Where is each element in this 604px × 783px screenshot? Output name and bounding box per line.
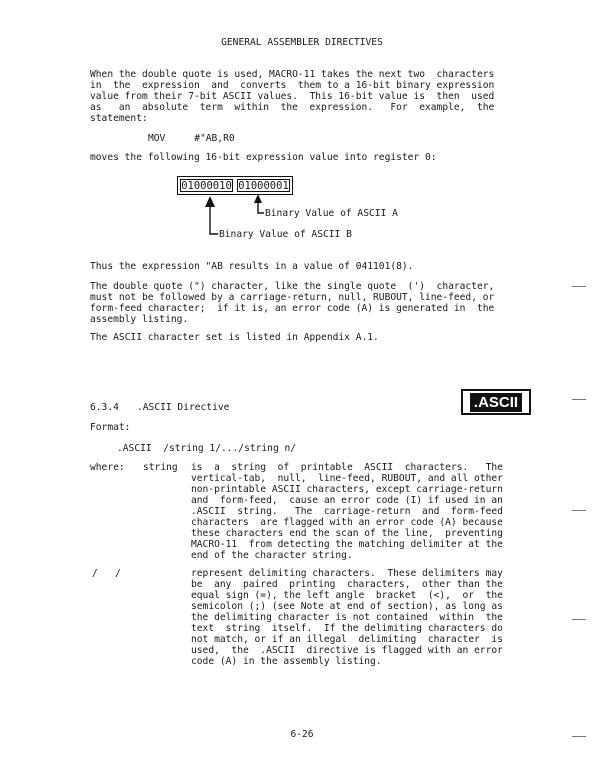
register-high-byte: 01000010 xyxy=(181,179,232,192)
example-code: MOV #"AB,R0 xyxy=(148,133,235,144)
definition-line: characters are flagged with an error code (A) because xyxy=(191,517,503,528)
double-quote-line: form-feed character; if it is, an error code (A) is generated in the xyxy=(90,303,495,314)
definition-line: not match, or if an illegal delimiting character is xyxy=(191,634,503,645)
definition-line: semicolon (;) (see Note at end of section), as long as xyxy=(191,601,503,612)
definition-line: end of the character string. xyxy=(191,550,353,561)
where-label: where: xyxy=(90,462,125,473)
double-quote-line: The double quote (") character, like the single quote (') character, xyxy=(90,281,495,292)
label-ascii-b: Binary Value of ASCII B xyxy=(219,229,352,240)
page-number: 6-26 xyxy=(290,729,314,740)
intro-line: statement: xyxy=(90,113,148,124)
section-number: 6.3.4 xyxy=(90,402,119,413)
page-header-title: GENERAL ASSEMBLER DIRECTIVES xyxy=(221,37,383,48)
intro-line: as an absolute term within the expression. For example, the xyxy=(90,102,495,113)
double-quote-line: must not be followed by a carriage-return, null, RUBOUT, line-feed, or xyxy=(90,292,495,303)
definition-line: text string itself. If the delimiting characters do xyxy=(191,623,503,634)
intro-line: value from their 7-bit ASCII values. This 16-bit value is then used xyxy=(90,91,495,102)
label-ascii-a: Binary Value of ASCII A xyxy=(265,208,398,219)
arrow-head-a xyxy=(254,194,262,203)
definition-line: .ASCII string. The carriage-return and form-feed xyxy=(191,506,503,517)
register-low-byte: 01000001 xyxy=(238,179,289,192)
definition-line: is a string of printable ASCII characters. The xyxy=(191,462,503,473)
section-title: .ASCII Directive xyxy=(137,402,230,413)
where-term-string: string xyxy=(143,462,178,473)
charset-line: The ASCII character set is listed in Appendix A.1. xyxy=(90,332,379,343)
definition-line: MACRO-11 from detecting the matching delimiter at the xyxy=(191,539,503,550)
definition-line: vertical-tab, null, line-feed, RUBOUT, and all other xyxy=(191,473,503,484)
thus-line: Thus the expression "AB results in a value of 041101(8). xyxy=(90,261,414,272)
definition-line: non-printable ASCII characters, except carriage-return xyxy=(191,484,503,495)
ascii-side-tab-label: .ASCII xyxy=(470,393,522,412)
definition-line: equal sign (=), the left angle bracket (<), or the xyxy=(191,590,503,601)
arrow-line-b xyxy=(210,207,218,234)
definition-line: these characters end the scan of the line, preventing xyxy=(191,528,503,539)
moves-line: moves the following 16-bit expression value into register 0: xyxy=(90,152,437,163)
format-syntax: .ASCII /string 1/.../string n/ xyxy=(117,443,297,454)
double-quote-line: assembly listing. xyxy=(90,314,189,325)
definition-line: used, the .ASCII directive is flagged with an error xyxy=(191,645,503,656)
intro-line: in the expression and converts them to a 16-bit binary expression xyxy=(90,80,495,91)
where-term-delimiters: / / xyxy=(92,568,121,579)
margin-tick xyxy=(572,286,586,287)
margin-tick xyxy=(572,619,586,620)
definition-line: and form-feed, cause an error code (I) if used in an xyxy=(191,495,503,506)
intro-line: When the double quote is used, MACRO-11 takes the next two characters xyxy=(90,69,495,80)
ascii-side-tab xyxy=(461,389,531,415)
margin-tick xyxy=(572,399,586,400)
definition-line: the delimiting character is not contained within the xyxy=(191,612,503,623)
definition-line: represent delimiting characters. These delimiters may xyxy=(191,568,503,579)
margin-tick xyxy=(572,510,586,511)
arrow-head-b xyxy=(205,196,215,207)
definition-line: be any paired printing characters, other than the xyxy=(191,579,503,590)
format-label: Format: xyxy=(90,422,131,433)
definition-line: code (A) in the assembly listing. xyxy=(191,656,382,667)
arrow-line-a xyxy=(258,203,264,213)
margin-tick xyxy=(572,736,586,737)
